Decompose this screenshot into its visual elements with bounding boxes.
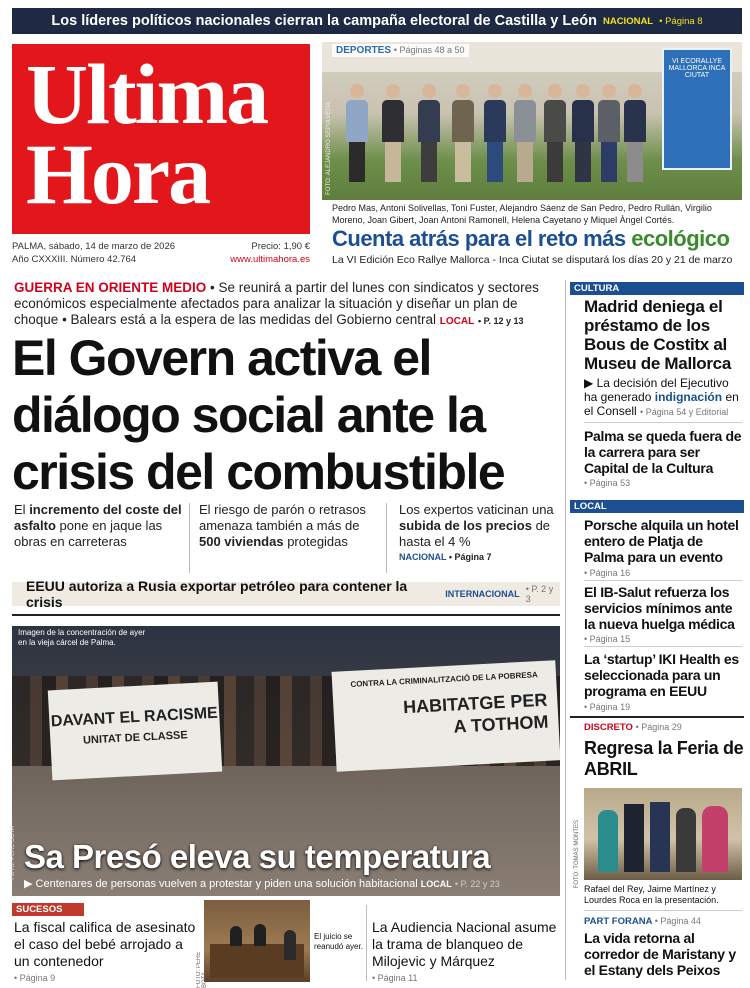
eeuu-headline: EEUU autoriza a Rusia exportar petróleo para contener la crisis: [26, 578, 408, 610]
kicker-text-2: • Balears está a la espera de las medidas del Gobierno central: [62, 312, 437, 327]
column-divider: [189, 503, 190, 573]
kicker-text-1: • Se reunirá a partir del lunes con sindicatos y sectores económicos especialmente afectados para analizar la situación y diseñar un plan de choque: [14, 280, 539, 327]
court-figure: [254, 924, 266, 946]
col3-page: • Página 7: [448, 552, 492, 562]
banner-right: CONTRA LA CRIMINALITZACIÓ DE LA POBRESA HABITATGE PER A TOTHOM: [332, 660, 561, 772]
protest-photo-text: Imagen de la concentración de ayer en la vieja cárcel de Palma.: [18, 628, 146, 647]
sidebar-rule: [584, 422, 742, 423]
column-divider: [366, 905, 367, 981]
discreto-headline[interactable]: Regresa la Feria de ABRIL: [584, 738, 744, 779]
issue-number: Año CXXXIII. Número 42.764: [12, 254, 137, 265]
deportes-headline[interactable]: [332, 226, 729, 252]
discreto-photo: [584, 788, 742, 880]
deportes-section-label[interactable]: [332, 44, 469, 57]
discreto-page: • Página 29: [635, 722, 682, 732]
court-figure: [230, 926, 242, 946]
col3-section: NACIONAL: [399, 552, 447, 562]
top-banner-section: NACIONAL: [602, 15, 654, 27]
cultura-tag: CULTURA: [570, 282, 744, 295]
eeuu-section: INTERNACIONAL: [445, 589, 520, 599]
sidebar-rule: [584, 646, 742, 647]
top-banner[interactable]: [12, 8, 742, 34]
protest-pages: • P. 22 y 23: [454, 879, 500, 889]
masthead-logo[interactable]: [12, 44, 310, 234]
dateline: [12, 240, 310, 268]
subpoint-housing: El riesgo de parón o retrasos amenaza también a más de 500 viviendas protegidas: [199, 502, 366, 549]
sidebar-rule: [570, 716, 744, 718]
forana-headline[interactable]: La vida retorna al corredor de Maristany y el Estany dels Peixos: [584, 930, 736, 978]
subpoint-prices: Los expertos vaticinan una subida de los precios de hasta el 4 % NACIONAL • Página 7: [399, 502, 554, 562]
audiencia-page: • Página 11: [372, 973, 418, 983]
court-photo: [204, 900, 310, 982]
price: Precio: 1,90 €: [251, 241, 310, 252]
logo-line-1: Ultima: [26, 46, 268, 142]
court-figure: [284, 930, 296, 960]
deportes-feature[interactable]: [322, 42, 742, 272]
photo-figure: [598, 810, 618, 872]
court-photo-caption: El juicio se reanudó ayer.: [314, 932, 363, 951]
sucesos-headline[interactable]: La fiscal califica de asesinato el caso del bebé arrojado a un contenedor • Página 9: [14, 919, 200, 987]
ibsalut-headline[interactable]: El IB-Salut refuerza los servicios mínimos ante la nueva huelga médica: [584, 584, 735, 632]
capital-headline[interactable]: Palma se queda fuera de la carrera para ser Capital de la Cultura: [584, 428, 742, 476]
discreto-tag: DISCRETO: [584, 722, 633, 733]
photo-figure: [702, 806, 728, 872]
sucesos-page: • Página 9: [14, 973, 56, 983]
logo-line-2: Hora: [26, 126, 210, 222]
kicker-section: LOCAL: [439, 316, 475, 327]
website-link[interactable]: www.ultimahora.es: [230, 254, 310, 265]
cultura-headline[interactable]: Madrid deniega el préstamo de los Bous de Costitx al Museu de Mallorca: [584, 297, 731, 373]
rally-banner-stand: VI ECORALLYE MALLORCA INCA CIUTAT: [662, 48, 732, 170]
top-banner-headline: Los líderes políticos nacionales cierran la campaña electoral de Castilla y León: [51, 13, 597, 29]
court-photo-credit: FOTO: PERE BOTA: [196, 951, 208, 988]
kicker-label: GUERRA EN ORIENTE MEDIO: [14, 280, 207, 295]
forana-page: • Página 44: [654, 916, 701, 926]
protest-headline[interactable]: Sa Presó eleva su temperatura: [24, 838, 491, 875]
porsche-page: • Página 16: [584, 568, 631, 578]
kicker-pages: • P. 12 y 13: [478, 316, 524, 326]
deportes-subhead: La VI Edición Eco Rallye Mallorca - Inca Ciutat se disputará los días 20 y 21 de marzo: [332, 254, 733, 266]
forana-label: [584, 916, 701, 927]
photo-figure: [650, 802, 670, 872]
deportes-photo-credit: FOTO: ALEJANDRO SEPÚLVEDA: [326, 102, 332, 195]
eeuu-pages: • P. 2 y 3: [525, 584, 554, 604]
deportes-pages: • Páginas 48 a 50: [393, 45, 465, 55]
deportes-section: DEPORTES: [336, 45, 392, 56]
protest-subhead: ▶ Centenares de personas vuelven a protestar y piden una solución habitacional LOCAL • P. 22 y 23: [24, 878, 500, 890]
cultura-pages: • Página 54 y Editorial: [640, 407, 729, 417]
protest-photo-credit: FOTO: PERE BOTA: [10, 826, 16, 880]
column-divider: [386, 503, 387, 573]
discreto-photo-credit: FOTO: TOMÁS MONTES: [574, 820, 580, 889]
main-kicker: [14, 280, 562, 330]
ibsalut-page: • Página 15: [584, 634, 631, 644]
iki-page: • Página 19: [584, 702, 631, 712]
section-divider: [12, 614, 560, 616]
deportes-headline-accent: ecológico: [631, 226, 730, 251]
cultura-subhead: ▶ La decisión del Ejecutivo ha generado indignación en el Consell • Página 54 y Editorial: [584, 376, 739, 418]
photo-figure: [676, 808, 696, 872]
sidebar-rule: [584, 580, 742, 581]
main-headline[interactable]: El Govern activa el diálogo social ante la crisis del combustible: [12, 330, 505, 500]
protest-section: LOCAL: [420, 879, 452, 889]
sidebar-rule: [584, 910, 742, 911]
deportes-caption: Pedro Mas, Antoni Solivellas, Toni Fuster, Alejandro Sáenz de San Pedro, Pedro Rullán, Virgilio Moreno, Joan Gibert, Joan Antoni Ramonell, Helena Cayetano y Miquel Àngel Cortés.: [332, 203, 712, 225]
subpoint-asphalt: El incremento del coste del asfalto pone en jaque las obras en carreteras: [14, 502, 182, 549]
deportes-headline-start: Cuenta atrás para el reto más: [332, 226, 626, 251]
iki-headline[interactable]: La ‘startup’ IKI Health es seleccionada para un programa en EEUU: [584, 651, 739, 699]
protest-photo-feature[interactable]: [12, 626, 560, 896]
eeuu-news-bar[interactable]: [12, 578, 560, 610]
local-tag: LOCAL: [570, 500, 744, 513]
top-banner-page: • Página 8: [659, 15, 703, 27]
porsche-headline[interactable]: Porsche alquila un hotel entero de Platja de Palma para un evento: [584, 517, 739, 565]
forana-tag: PART FORANA: [584, 916, 653, 927]
deportes-photo: [322, 42, 742, 200]
sucesos-tag: SUCESOS: [12, 903, 84, 916]
discreto-caption: Rafael del Rey, Jaime Martínez y Lourdes Roca en la presentación.: [584, 884, 719, 905]
sidebar-divider: [565, 280, 566, 980]
discreto-label: [584, 722, 682, 733]
place-date: PALMA, sábado, 14 de marzo de 2026: [12, 241, 176, 252]
photo-figure: [624, 804, 644, 872]
banner-left: DAVANT EL RACISME UNITAT DE CLASSE: [48, 682, 222, 781]
audiencia-headline[interactable]: La Audiencia Nacional asume la trama de blanqueo de Milojevic y Márquez • Página 11: [372, 919, 560, 987]
capital-page: • Página 53: [584, 478, 631, 488]
